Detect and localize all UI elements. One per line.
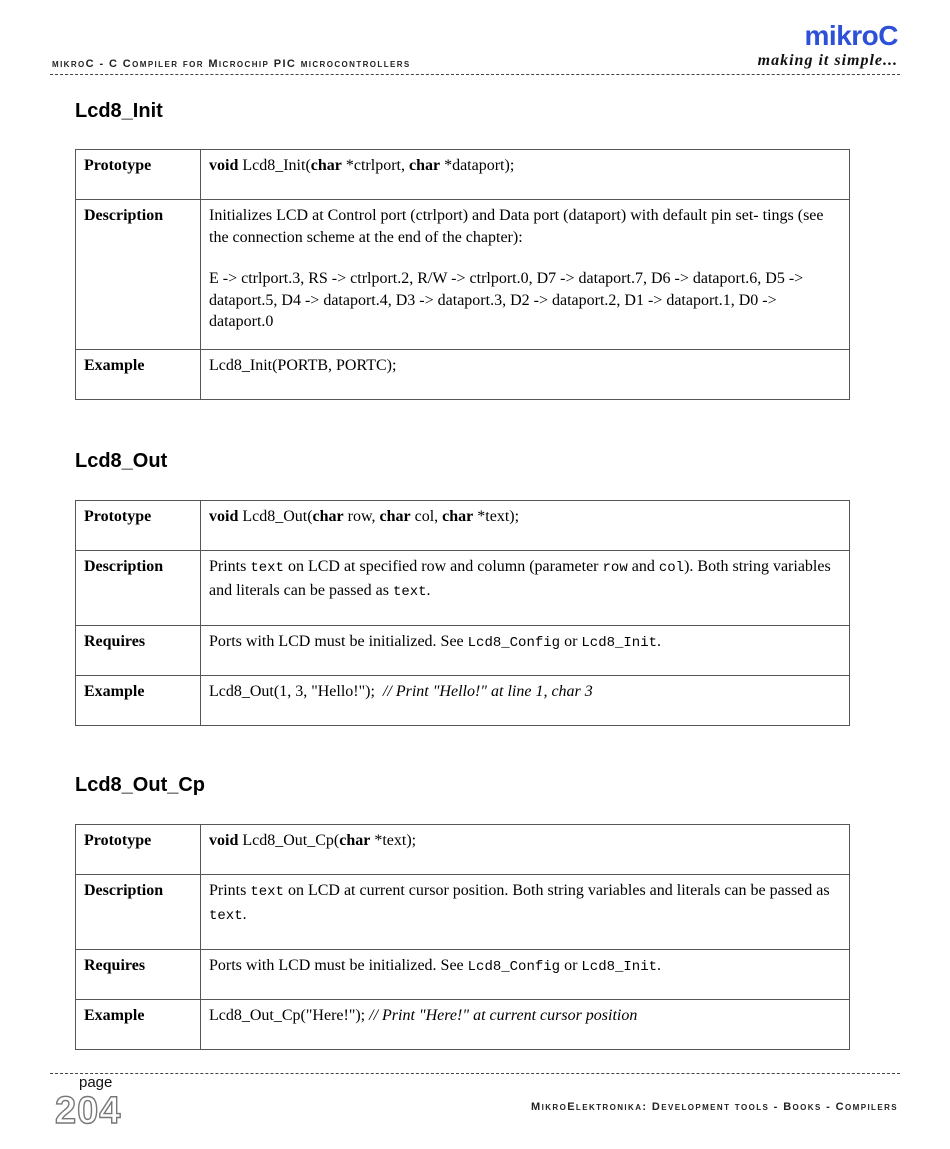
prototype-code: void Lcd8_Out_Cp(char *text);	[201, 825, 850, 875]
function-table-lcd8-out-cp	[75, 824, 850, 1050]
mikroc-logo: mikroC	[804, 20, 898, 51]
example-label: Example	[76, 350, 201, 400]
page-number: 204	[55, 1090, 122, 1132]
requires-label: Requires	[76, 950, 201, 1000]
prototype-label: Prototype	[76, 150, 201, 200]
prototype-code: void Lcd8_Out(char row, char col, char *text);	[201, 501, 850, 551]
example-row	[76, 350, 850, 400]
description-paragraph: Initializes LCD at Control port (ctrlport) and Data port (dataport) with default pin set- tings (see the connection scheme at the end of the chapter):	[209, 207, 824, 246]
function-table-lcd8-init	[75, 149, 850, 400]
example-label: Example	[76, 676, 201, 726]
description-text: Prints text on LCD at current cursor position. Both string variables and literals can be passed as text.	[201, 875, 850, 950]
function-table-lcd8-out	[75, 500, 850, 726]
requires-row	[76, 626, 850, 676]
example-row	[76, 1000, 850, 1050]
description-row	[76, 551, 850, 626]
running-header: mikroC - C Compiler for Microchip PIC microcontrollers	[52, 58, 411, 70]
page-label: page	[79, 1074, 113, 1091]
description-row	[76, 200, 850, 350]
description-label: Description	[76, 551, 201, 626]
description-label: Description	[76, 875, 201, 950]
requires-text: Ports with LCD must be initialized. See Lcd8_Config or Lcd8_Init.	[201, 626, 850, 676]
description-label: Description	[76, 200, 201, 350]
header-divider	[50, 74, 900, 75]
example-comment: // Print "Hello!" at line 1, char 3	[382, 683, 593, 700]
prototype-row	[76, 825, 850, 875]
example-code: Lcd8_Out(1, 3, "Hello!"); // Print "Hello!" at line 1, char 3	[201, 676, 850, 726]
example-row	[76, 676, 850, 726]
example-code: Lcd8_Init(PORTB, PORTC);	[201, 350, 850, 400]
prototype-label: Prototype	[76, 825, 201, 875]
prototype-row	[76, 150, 850, 200]
description-text	[201, 200, 850, 350]
pin-settings-paragraph: E -> ctrlport.3, RS -> ctrlport.2, R/W -> ctrlport.0, D7 -> dataport.7, D6 -> dataport.6, D5 -> dataport.5, D4 -> dataport.4, D3 -> dataport.3, D2 -> dataport.2, D1 -> dataport.1, D0 -> dataport.0	[209, 270, 804, 330]
requires-label: Requires	[76, 626, 201, 676]
prototype-label: Prototype	[76, 501, 201, 551]
example-label: Example	[76, 1000, 201, 1050]
section-title-lcd8-out-cp: Lcd8_Out_Cp	[75, 774, 206, 796]
requires-row	[76, 950, 850, 1000]
running-footer: MikroElektronika: Development tools - Books - Compilers	[531, 1101, 898, 1113]
prototype-row	[76, 501, 850, 551]
section-title-lcd8-out: Lcd8_Out	[75, 450, 168, 472]
prototype-code: void Lcd8_Init(char *ctrlport, char *dataport);	[201, 150, 850, 200]
description-row	[76, 875, 850, 950]
section-title-lcd8-init: Lcd8_Init	[75, 100, 163, 122]
footer-divider	[50, 1073, 900, 1074]
tagline: making it simple...	[757, 52, 898, 69]
description-text: Prints text on LCD at specified row and column (parameter row and col). Both string variables and literals can be passed as text.	[201, 551, 850, 626]
requires-text: Ports with LCD must be initialized. See Lcd8_Config or Lcd8_Init.	[201, 950, 850, 1000]
example-code: Lcd8_Out_Cp("Here!"); // Print "Here!" at current cursor position	[201, 1000, 850, 1050]
example-comment: // Print "Here!" at current cursor position	[369, 1007, 638, 1024]
